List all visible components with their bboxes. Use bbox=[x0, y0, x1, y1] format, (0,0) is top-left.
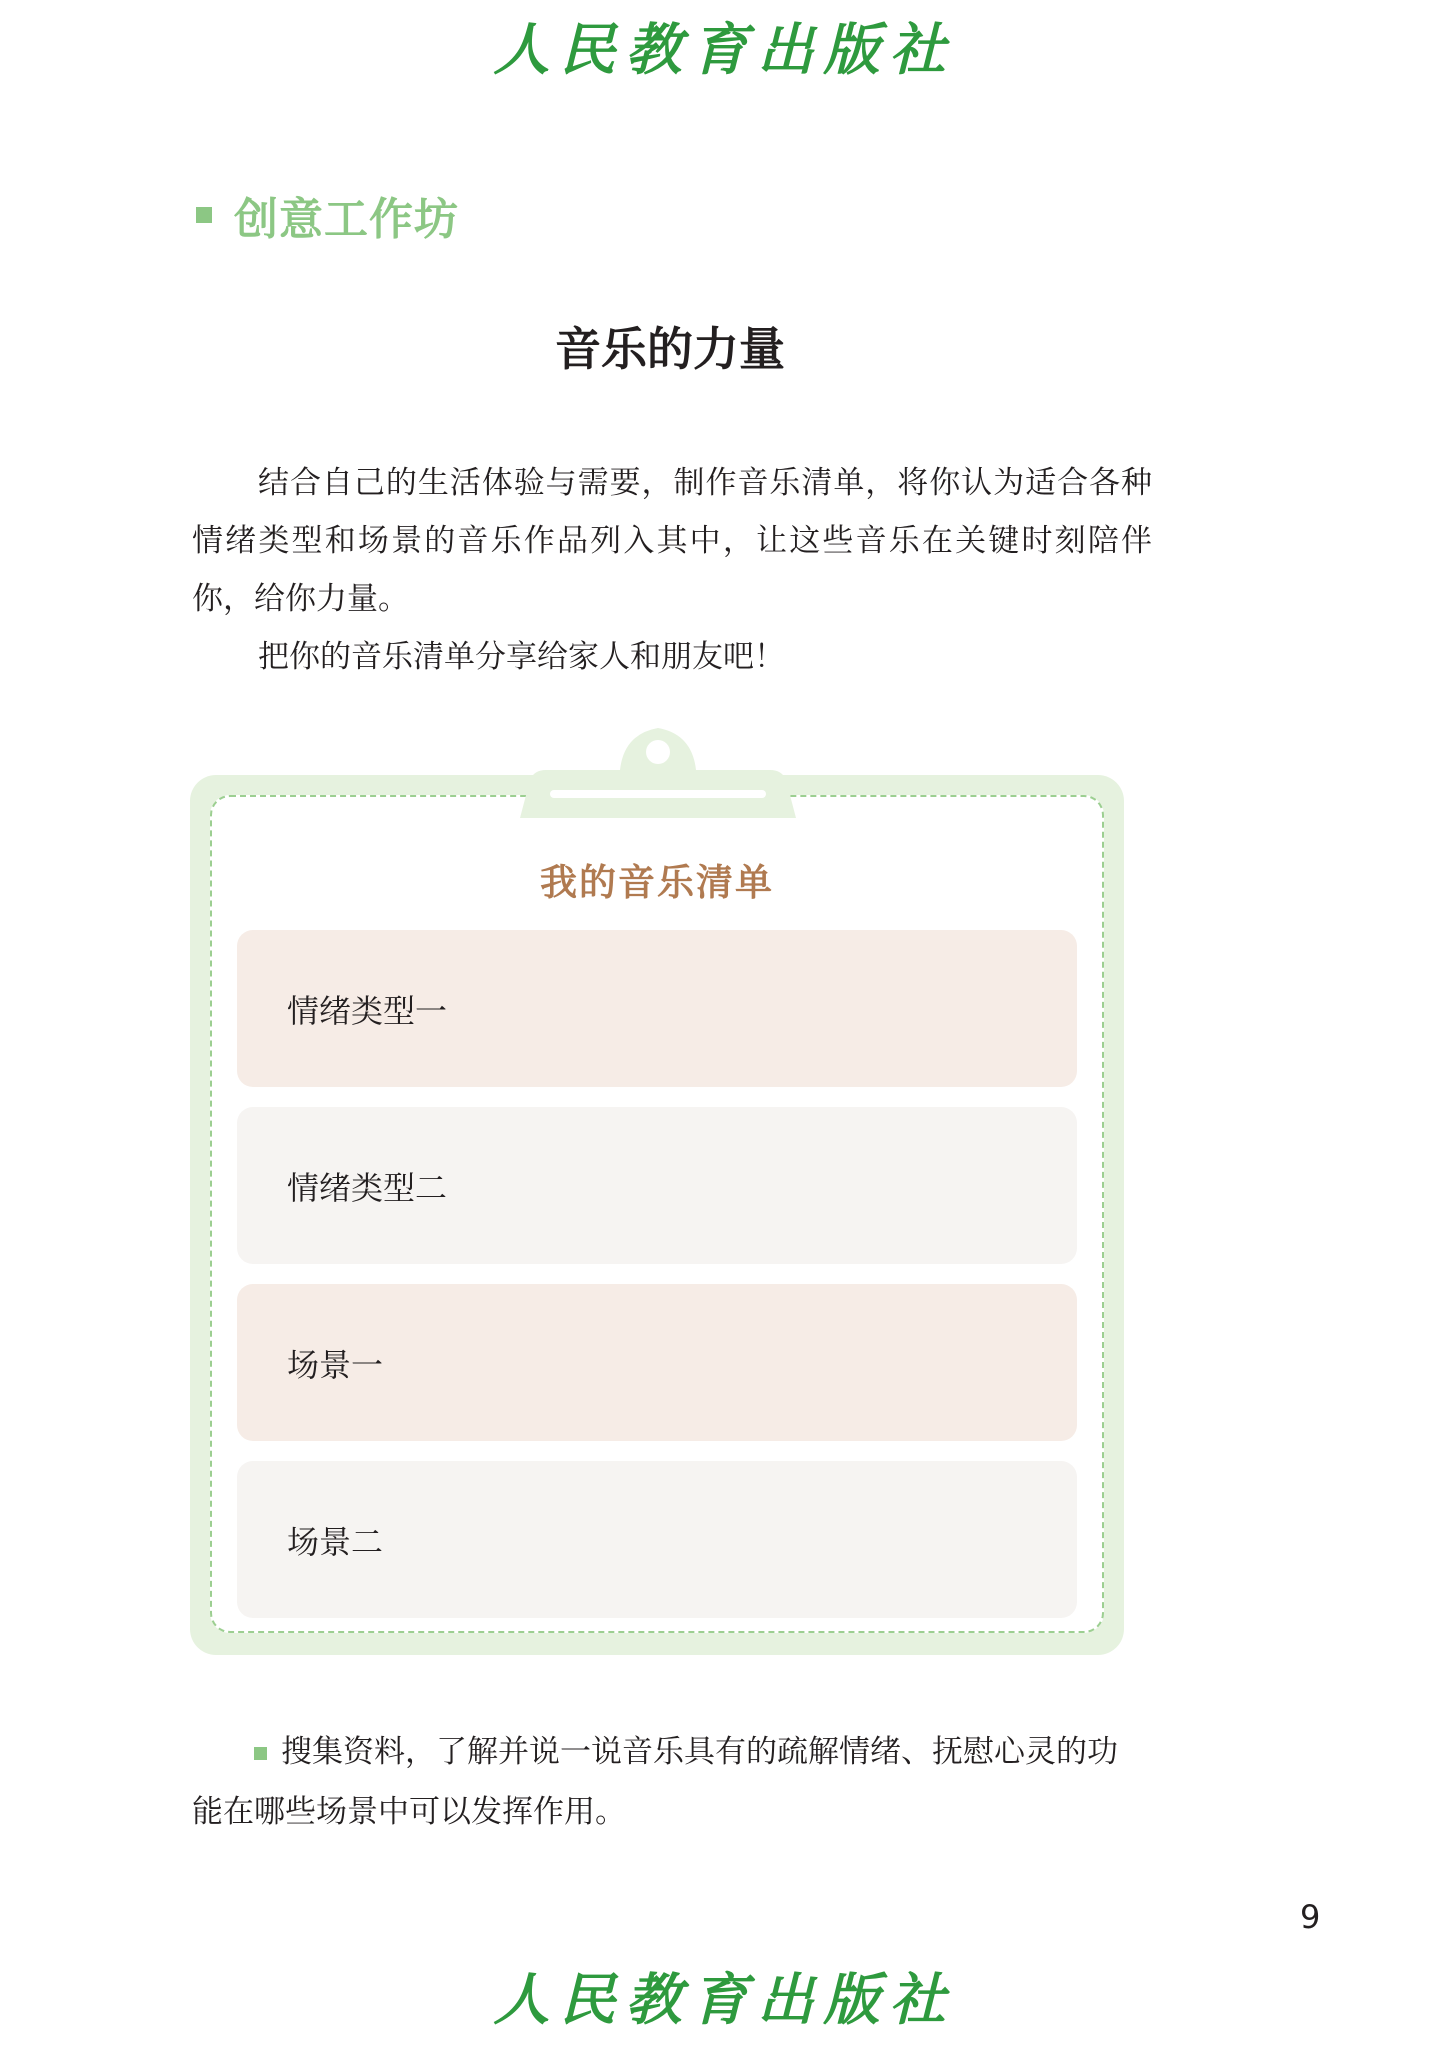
section-marker-icon bbox=[196, 207, 212, 223]
playlist-title: 我的音乐清单 bbox=[540, 860, 774, 904]
row-label: 场景二 bbox=[287, 1522, 384, 1561]
playlist-row-scene-2[interactable] bbox=[237, 1461, 1077, 1618]
playlist-sheet bbox=[210, 795, 1104, 1633]
playlist-row-emotion-1[interactable] bbox=[237, 930, 1077, 1087]
row-label: 情绪类型一 bbox=[287, 991, 448, 1030]
publisher-logo-bottom: 人民教育出版社 bbox=[493, 1967, 956, 2033]
row-label: 情绪类型二 bbox=[287, 1168, 448, 1207]
clipboard-clip-icon bbox=[520, 718, 796, 818]
playlist-row-emotion-2[interactable] bbox=[237, 1107, 1077, 1264]
playlist-clipboard bbox=[190, 775, 1124, 1655]
intro-paragraph: 结合自己的生活体验与需要，制作音乐清单，将你认为适合各种情绪类型和场景的音乐作品列入其中，让这些音乐在关键时刻陪伴你，给你力量。 bbox=[192, 465, 1152, 617]
page-number: 9 bbox=[1300, 1898, 1321, 1936]
note-marker-icon bbox=[254, 1747, 267, 1760]
playlist-row-scene-1[interactable] bbox=[237, 1284, 1077, 1441]
section-header bbox=[196, 185, 459, 245]
share-paragraph: 把你的音乐清单分享给家人和朋友吧！ bbox=[258, 639, 785, 675]
activity-note bbox=[192, 1722, 1132, 1842]
section-title: 创意工作坊 bbox=[234, 194, 459, 245]
activity-note-text: 搜集资料，了解并说一说音乐具有的疏解情绪、抚慰心灵的功能在哪些场景中可以发挥作用。 bbox=[192, 1734, 1118, 1830]
article-title: 音乐的力量 bbox=[555, 322, 785, 376]
publisher-logo-top: 人民教育出版社 bbox=[493, 17, 956, 83]
row-label: 场景一 bbox=[287, 1345, 384, 1384]
